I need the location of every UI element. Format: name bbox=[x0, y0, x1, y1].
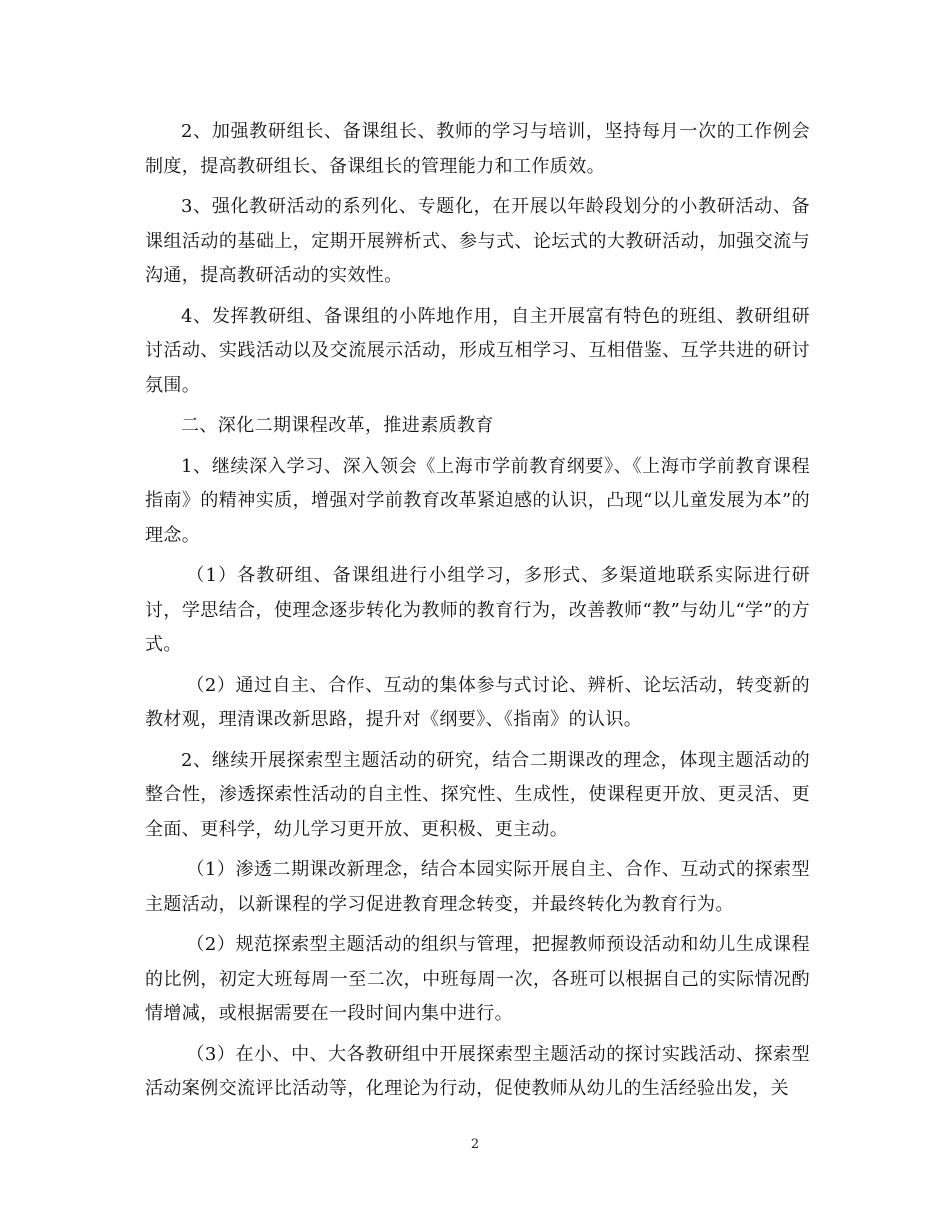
page-number: 2 bbox=[470, 1137, 480, 1152]
paragraph-item-3-research-activities: 3、强化教研活动的系列化、专题化，在开展以年龄段划分的小教研活动、备课组活动的基础上，定期开展辨析式、参与式、论坛式的大教研活动，加强交流与沟通，提高教研活动的实效性。 bbox=[145, 196, 810, 286]
paragraph-sub-2-standardize-management: （2）规范探索型主题活动的组织与管理，把握教师预设活动和幼儿生成课程的比例，初定大班每周一至二次，中班每周一次，各班可以根据自己的实际情况酌情增减，或根据需要在一段时间内集中进行。 bbox=[145, 934, 810, 1024]
section-heading-curriculum-reform: 二、深化二期课程改革，推进素质教育 bbox=[181, 415, 494, 436]
paragraph-sub-3-practice-activities: （3）在小、中、大各教研组中开展探索型主题活动的探讨实践活动、探索型活动案例交流评比活动等，化理论为行动，促使教师从幼儿的生活经验出发，关 bbox=[145, 1043, 810, 1099]
paragraph-sub-1-new-concepts: （1）渗透二期课改新理念，结合本园实际开展自主、合作、互动式的探索型主题活动，以新课程的学习促进教育理念转变，并最终转化为教育行为。 bbox=[145, 859, 810, 915]
document-body bbox=[145, 115, 810, 1107]
paragraph-sub-2-collective-discussion: （2）通过自主、合作、互动的集体参与式讨论、辨析、论坛活动，转变新的教材观，理清课改新思路，提升对《纲要》、《指南》的认识。 bbox=[145, 674, 810, 730]
paragraph-item-2-exploratory-themes: 2、继续开展探索型主题活动的研究，结合二期课改的理念，体现主题活动的整合性，渗透探索性活动的自主性、探究性、生成性，使课程更开放、更灵活、更全面、更科学，幼儿学习更开放、更积极、更主动。 bbox=[145, 749, 810, 840]
paragraph-item-4-group-role: 4、发挥教研组、备课组的小阵地作用，自主开展富有特色的班组、教研组研讨活动、实践活动以及交流展示活动，形成互相学习、互相借鉴、互学共进的研讨氛围。 bbox=[145, 305, 810, 396]
paragraph-item-2-teacher-training: 2、加强教研组长、备课组长、教师的学习与培训，坚持每月一次的工作例会制度，提高教研组长、备课组长的管理能力和工作质效。 bbox=[145, 121, 810, 177]
paragraph-item-1-study-guidelines: 1、继续深入学习、深入领会《上海市学前教育纲要》、《上海市学前教育课程指南》的精神实质，增强对学前教育改革紧迫感的认识，凸现“以儿童发展为本”的理念。 bbox=[145, 455, 810, 546]
paragraph-sub-1-group-study: （1）各教研组、备课组进行小组学习，多形式、多渠道地联系实际进行研讨，学思结合，使理念逐步转化为教师的教育行为，改善教师“教”与幼儿“学”的方式。 bbox=[145, 565, 810, 655]
